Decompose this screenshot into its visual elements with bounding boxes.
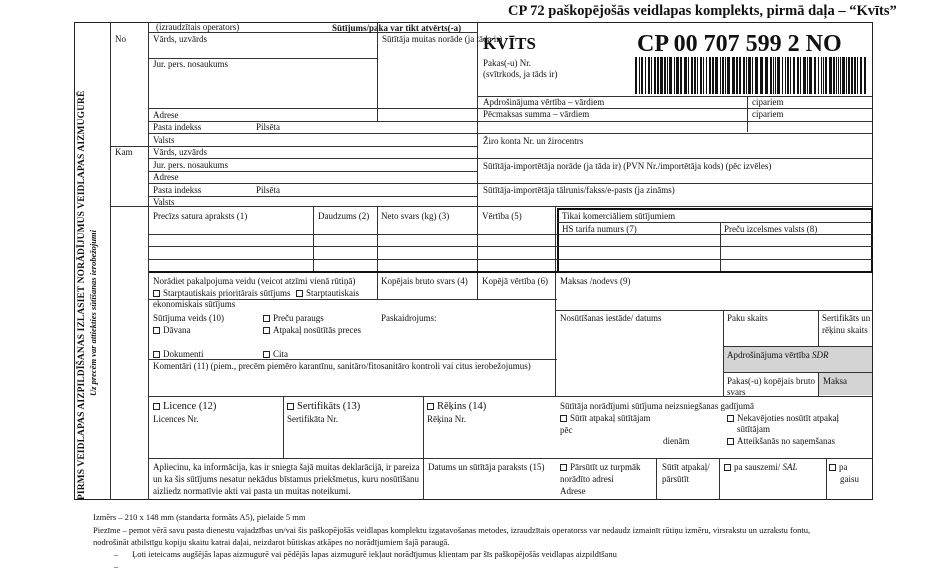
- days-label: dienām: [663, 436, 690, 446]
- barcode-bar: [775, 57, 776, 94]
- footer-bullet-dash: –: [114, 549, 119, 559]
- sender-name: Vārds, uzvārds: [153, 34, 207, 44]
- return-now[interactable]: Nekavējoties nosūtīt atpakaļ: [727, 413, 839, 424]
- sender-country: Valsts: [153, 135, 175, 145]
- col-hs: HS tarifa numurs (7): [562, 224, 637, 234]
- barcode-bar: [821, 57, 822, 94]
- return-send: Sūtīt atpakaļ/: [662, 462, 710, 472]
- abandon[interactable]: Atteikšanās no saņemšanas: [727, 436, 835, 447]
- licence-checkbox[interactable]: [153, 403, 160, 410]
- cat-gift[interactable]: Dāvana: [153, 325, 190, 336]
- after-label: pēc: [560, 425, 573, 435]
- barcode-bar: [818, 57, 819, 94]
- barcode-bar: [857, 57, 858, 94]
- barcode-bar: [807, 57, 808, 94]
- returned-checkbox[interactable]: [263, 327, 270, 334]
- recipient-city: Pilsēta: [256, 185, 280, 195]
- barcode-bar: [674, 57, 675, 94]
- licence-field[interactable]: Licence (12): [153, 401, 216, 413]
- barcode-bar: [691, 57, 693, 94]
- barcode-bar: [657, 57, 659, 94]
- barcode-bar: [635, 57, 637, 94]
- barcode-bar: [641, 57, 643, 94]
- footer-note2: nodrošināt atbilstīgu kopiju skaitu katrai daļai, neizdarot būtiskas atkāpes no norādījumiem šajā paraugā.: [93, 537, 450, 547]
- col-net-weight: Neto svars (kg) (3): [381, 211, 450, 221]
- barcode-bar: [676, 57, 679, 94]
- barcode-bar: [848, 57, 850, 94]
- barcode-bar: [712, 57, 714, 94]
- sender-postcode: Pasta indekss: [153, 122, 202, 132]
- certificate-no: Sertifikāta Nr.: [287, 414, 338, 424]
- documents-checkbox[interactable]: [153, 351, 160, 358]
- tracking-number: CP 00 707 599 2 NO: [637, 31, 842, 57]
- barcode-bar: [664, 57, 666, 94]
- barcode-bar: [651, 57, 652, 94]
- service-economy-cont: ekonomiskais sūtījums: [153, 299, 236, 309]
- date-signature: Datums un sūtītāja paraksts (15): [428, 462, 545, 472]
- operator-label: (izraudzītais operators): [156, 22, 240, 32]
- sample-checkbox[interactable]: [263, 315, 270, 322]
- customs-ref: Sūtītāja muitas norāde (ja tāda ir): [382, 34, 503, 44]
- redirect-address: Adrese: [560, 486, 586, 496]
- return-now-cont: sūtītājam: [737, 424, 770, 434]
- gross-weight: Kopējais bruto svars (4): [381, 276, 468, 286]
- barcode-bar: [790, 57, 791, 94]
- barcode-bar: [688, 57, 689, 94]
- return-after[interactable]: Sūtīt atpakaļ sūtītājam: [560, 413, 651, 424]
- barcode-bar: [840, 57, 841, 94]
- certificate-posting: Sertifikāts un rēķinu skaits: [822, 313, 871, 335]
- barcode-bar: [765, 57, 768, 94]
- redirect[interactable]: Pārsūtīt uz turpmāk: [560, 462, 641, 473]
- postage-fees: Maksas /nodevs (9): [560, 276, 631, 286]
- barcode-bar: [732, 57, 735, 94]
- form-title: CP 72 paškopējošās veidlapas komplekts, pirmā daļa – “Kvīts”: [508, 3, 897, 19]
- parcels-count: Paku skaits: [727, 313, 768, 323]
- barcode-bar: [700, 57, 702, 94]
- barcode-bar: [736, 57, 738, 94]
- cat-returned[interactable]: Atpakaļ nosūtītās preces: [263, 325, 361, 336]
- recipient-label: Kam: [115, 147, 133, 157]
- barcode-bar: [660, 57, 663, 94]
- barcode-bar: [684, 57, 687, 94]
- barcode-bar: [746, 57, 747, 94]
- commercial-label: Tikai komerciāliem sūtījumiem: [562, 211, 676, 221]
- barcode-bar: [706, 57, 707, 94]
- barcode-bar: [748, 57, 751, 94]
- cod-figures: cipariem: [752, 109, 784, 119]
- kvits-title: KVĪTS: [483, 34, 536, 53]
- invoice-no: Rēķina Nr.: [427, 414, 466, 424]
- barcode-bar: [648, 57, 650, 94]
- economy-checkbox[interactable]: [296, 290, 303, 297]
- licence-no: Licences Nr.: [153, 414, 199, 424]
- redirect-checkbox[interactable]: [560, 464, 567, 471]
- certificate-checkbox[interactable]: [287, 403, 294, 410]
- certificate-field[interactable]: Sertifikāts (13): [287, 401, 360, 413]
- cat-documents[interactable]: Dokumenti: [153, 349, 204, 360]
- barcode-bar: [793, 57, 795, 94]
- footer-bullet1: Ļoti ieteicams augšējās lapas aizmugurē vai pēdējās lapas aizmugurē iekļaut norādījumus klientam par šīs paškopējošās veidlapas aizpildīšanu: [132, 549, 617, 559]
- declaration-line3: aizliedz normatīvie akti vai pasta un muitas noteikumi.: [153, 486, 351, 496]
- surface-checkbox[interactable]: [724, 464, 731, 471]
- recipient-name: Vārds, uzvārds: [153, 147, 207, 157]
- barcode-bar: [680, 57, 682, 94]
- barcode-bar: [854, 57, 856, 94]
- service-instruction: Norādiet pakalpojuma veidu (veicot atzīmi vienā rūtiņā): [153, 276, 356, 286]
- barcode-bar: [722, 57, 724, 94]
- barcode-bar: [823, 57, 824, 94]
- recipient-address: Adrese: [153, 172, 179, 182]
- office-date: Nosūtīšanas iestāde/ datums: [560, 313, 662, 323]
- barcode-bar: [725, 57, 726, 94]
- surface-sal[interactable]: pa sauszemi/ SAL: [724, 462, 798, 473]
- barcode-bar: [770, 57, 772, 94]
- barcode-bar: [797, 57, 799, 94]
- barcode-bar: [800, 57, 801, 94]
- barcode-bar: [782, 57, 783, 94]
- insured-words: Apdrošinājuma vērtība – vārdiem: [483, 97, 605, 107]
- barcode-bar: [833, 57, 835, 94]
- invoice-field[interactable]: Rēķins (14): [427, 401, 486, 413]
- gift-checkbox[interactable]: [153, 327, 160, 334]
- sender-label: No: [115, 34, 126, 44]
- cat-other[interactable]: Cita: [263, 349, 288, 360]
- sender-company: Jur. pers. nosaukums: [153, 59, 228, 69]
- return-after-checkbox[interactable]: [560, 415, 567, 422]
- side-restrictions: Uz precēm var attiekties sūtīšanas ierobežojumi: [88, 230, 98, 396]
- gross-total: Pakas(-u) kopējais bruto svars: [727, 376, 815, 397]
- barcode: [635, 57, 868, 94]
- barcode-bar: [720, 57, 721, 94]
- barcode-bar: [667, 57, 668, 94]
- barcode-bar: [760, 57, 763, 94]
- col-origin: Preču izcelsmes valsts (8): [724, 224, 818, 234]
- footer-note1: Piezīme – pemot vērā savu pasta dienestu vajadzības un/vai šis paškopējošās veidlapas komplektu izgatavošanas metodes, izraudzītais operatorss var nedaudz izmainīt rūtiņu izmēru, virsrakstu un uzrakstu fontu,: [93, 525, 811, 535]
- explanation-label: Paskaidrojums:: [381, 313, 437, 323]
- nondelivery-title: Sūtītāja norādījumi sūtījuma neizsniegšanas gadījumā: [560, 401, 754, 411]
- parcel-no-label: Pakas(-u) Nr.: [483, 58, 531, 68]
- redirect-cont: norādīto adresi: [560, 474, 614, 484]
- air-option[interactable]: pa: [829, 462, 848, 473]
- barcode-bar: [787, 57, 789, 94]
- barcode-bar: [860, 57, 862, 94]
- barcode-bar: [825, 57, 827, 94]
- charge-label: Maksa: [823, 376, 847, 386]
- barcode-bar: [846, 57, 847, 94]
- barcode-bar: [743, 57, 745, 94]
- declaration-line1: Apliecinu, ka informācija, kas ir sniegta šajā muitas deklarācijā, ir pareiza: [153, 462, 420, 472]
- barcode-bar: [809, 57, 812, 94]
- abandon-checkbox[interactable]: [727, 438, 734, 445]
- barcode-bar: [697, 57, 698, 94]
- recipient-country: Valsts: [153, 197, 175, 207]
- other-checkbox[interactable]: [263, 351, 270, 358]
- barcode-bar: [829, 57, 832, 94]
- giro-label: Žiro konta Nr. un žirocentrs: [483, 136, 584, 146]
- barcode-bar: [864, 57, 866, 94]
- barcode-bar: [838, 57, 839, 94]
- barcode-bar: [836, 57, 837, 94]
- insured-sdr: [727, 350, 828, 361]
- barcode-bar: [777, 57, 780, 94]
- air-cont: gaisu: [840, 474, 859, 484]
- category-label: Sūtījuma veids (10): [153, 313, 224, 323]
- return-now-checkbox[interactable]: [727, 415, 734, 422]
- barcode-bar: [639, 57, 640, 94]
- barcode-bar: [752, 57, 753, 94]
- col-quantity: Daudzums (2): [318, 211, 370, 221]
- barcode-bar: [727, 57, 730, 94]
- footer-bullet-dash2: –: [114, 561, 119, 571]
- side-instructions: PIRMS VEIDLAPAS AIZPILDĪŠANAS IZLASIET NORĀDĪJUMUS VEIDLAPAS AIZMUGURĒ: [77, 90, 87, 500]
- priority-checkbox[interactable]: [153, 290, 160, 297]
- barcode-bar: [814, 57, 816, 94]
- footer-size: Izmērs – 210 x 148 mm (standarta formāts A5), pielaide 5 mm: [93, 512, 306, 522]
- barcode-bar: [645, 57, 646, 94]
- sender-city: Pilsēta: [256, 122, 280, 132]
- recipient-company: Jur. pers. nosaukums: [153, 160, 228, 170]
- barcode-bar: [842, 57, 845, 94]
- cat-sample[interactable]: Preču paraugs: [263, 313, 324, 324]
- importer-ref: Sūtītāja-importētāja norāde (ja tāda ir) (PVN Nr./importētāja kods) (pēc izvēles): [483, 161, 772, 171]
- declaration-line2: un ka šis sūtījums nesatur nekādus bīstamus priekšmetus, kuru nosūtīšanu: [153, 474, 419, 484]
- importer-phone: Sūtītāja-importētāja tālrunis/fakss/e-pasts (ja zināms): [483, 185, 675, 195]
- service-economy[interactable]: Starptautiskais: [296, 288, 359, 299]
- barcode-bar: [669, 57, 672, 94]
- total-value: Kopējā vērtība (6): [482, 276, 548, 286]
- air-checkbox[interactable]: [829, 464, 836, 471]
- col-value: Vērtība (5): [482, 211, 522, 221]
- barcode-bar: [773, 57, 774, 94]
- insured-figures: cipariem: [752, 97, 784, 107]
- barcode-bar: [715, 57, 718, 94]
- comments-label: Komentāri (11) (piem., precēm piemēro karantīnu, sanitāro/fitosanitāro kontroli vai citus ierobežojumus): [153, 361, 531, 371]
- barcode-bar: [654, 57, 656, 94]
- insured-sdr-text: Apdrošinājuma vērtība: [727, 350, 812, 360]
- return-send-cont: pārsūtīt: [662, 474, 689, 484]
- service-priority[interactable]: Starptautiskais prioritārais sūtījums: [153, 288, 291, 299]
- recipient-postcode: Pasta indekss: [153, 185, 202, 195]
- open-note: Sūtījums/paka var tikt atvērts(-a): [332, 23, 462, 33]
- barcode-note: (svītrkods, ja tāds ir): [483, 69, 558, 79]
- barcode-bar: [755, 57, 758, 94]
- sender-address: Adrese: [153, 110, 179, 120]
- cod-words: Pēcmaksas summa – vārdiem: [483, 109, 590, 119]
- invoice-checkbox[interactable]: [427, 403, 434, 410]
- barcode-bar: [803, 57, 806, 94]
- barcode-bar: [851, 57, 853, 94]
- barcode-bar: [703, 57, 704, 94]
- barcode-bar: [785, 57, 786, 94]
- barcode-bar: [739, 57, 741, 94]
- sdr-unit: SDR: [811, 350, 829, 360]
- barcode-bar: [694, 57, 696, 94]
- barcode-bar: [709, 57, 711, 94]
- col-description: Precīzs satura apraksts (1): [153, 211, 248, 221]
